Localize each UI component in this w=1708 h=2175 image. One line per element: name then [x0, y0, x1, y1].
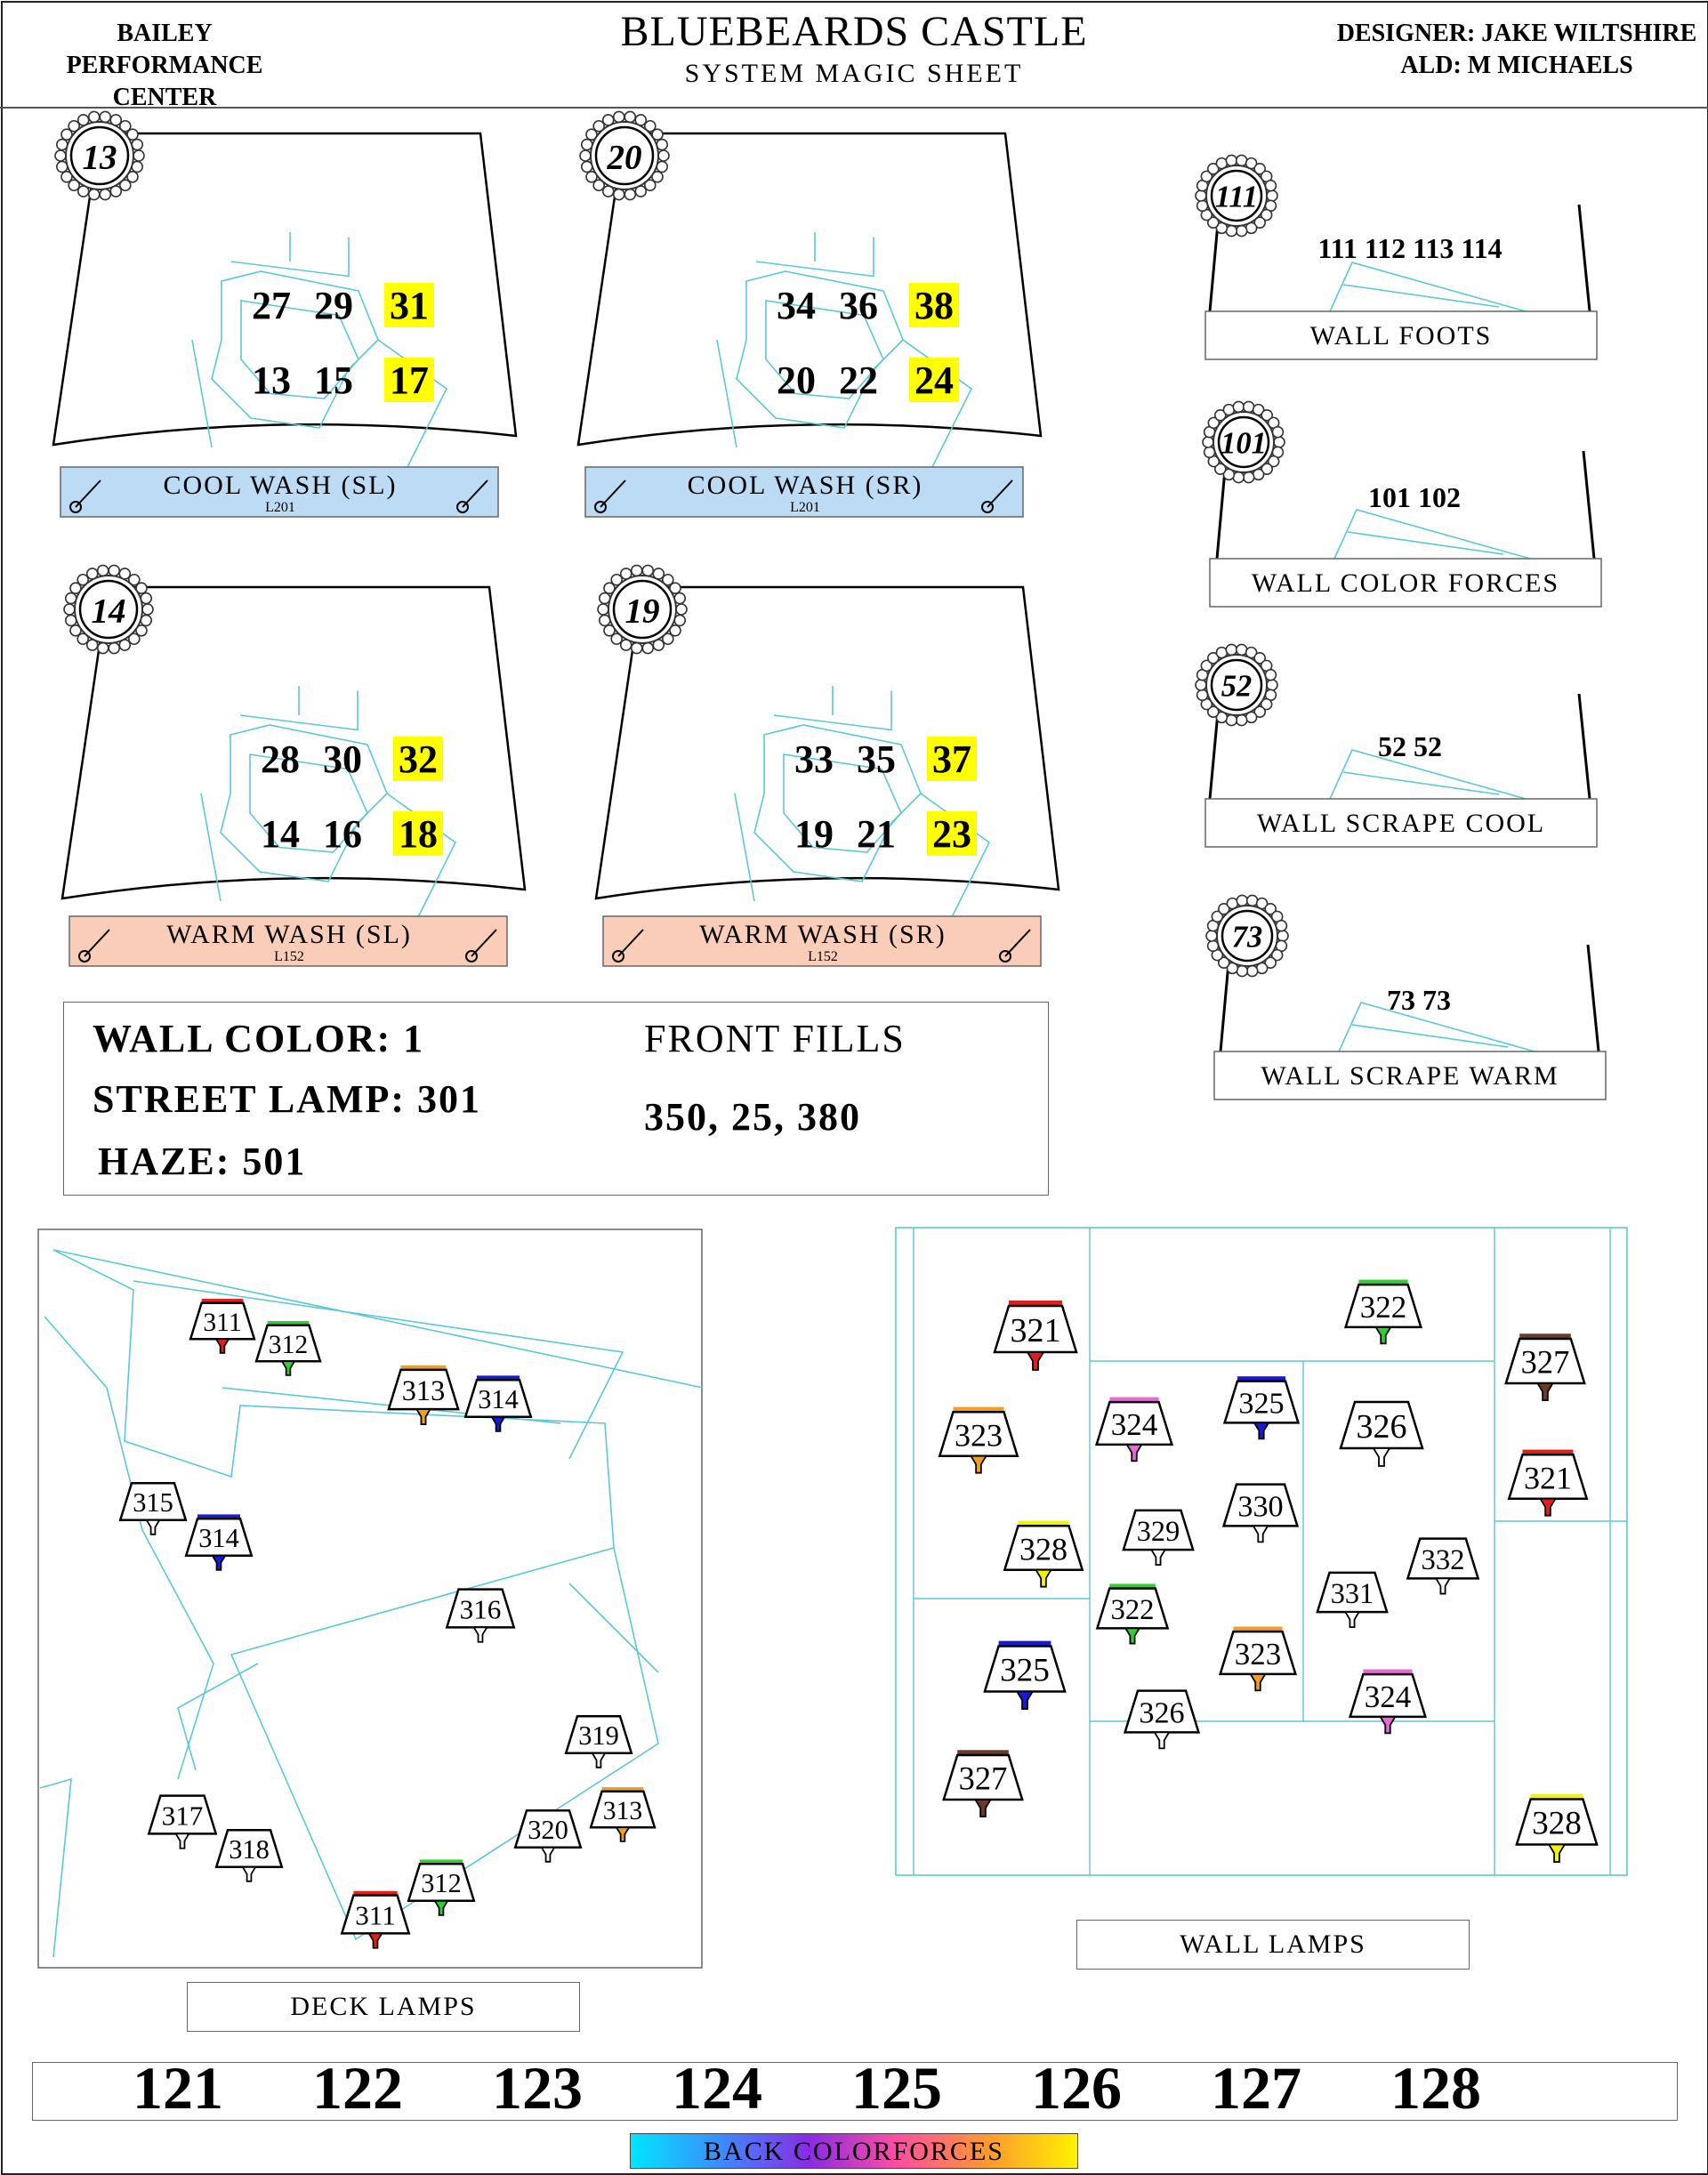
lamp-314	[465, 1375, 531, 1430]
channel-number: 35	[857, 737, 896, 781]
sheet-subtitle: SYSTEM MAGIC SHEET	[684, 59, 1024, 88]
channel-number: 32	[399, 737, 438, 781]
channel-number: 37	[932, 737, 971, 781]
wall-groundplan	[1330, 262, 1526, 311]
wall-outline-right	[1579, 205, 1590, 311]
deck-lamps-label: DECK LAMPS	[187, 1982, 580, 2032]
lamp-base	[147, 1520, 159, 1535]
lamp-base	[176, 1833, 189, 1848]
lamp-number: 318	[229, 1834, 270, 1865]
badge-scallop	[624, 189, 635, 200]
lamp-328	[1517, 1794, 1597, 1862]
lamp-number: 322	[1359, 1289, 1407, 1325]
channel-number: 30	[323, 737, 362, 781]
lamp-325	[1225, 1376, 1299, 1438]
badge-scallop	[100, 111, 110, 122]
lamp-326	[1125, 1691, 1199, 1749]
badge-scallop	[1277, 930, 1288, 941]
channel-number: 19	[794, 812, 834, 856]
channel-number: 18	[399, 812, 438, 856]
wall-groundplan	[1334, 510, 1530, 559]
wall-system-73	[1206, 895, 1606, 1100]
lamp-number: 312	[421, 1868, 462, 1899]
lamp-319	[566, 1716, 632, 1768]
lamp-base	[1381, 1717, 1396, 1733]
lamp-number: 329	[1136, 1514, 1180, 1547]
badge-number: 111	[1215, 180, 1258, 214]
badge-number: 14	[91, 592, 126, 631]
lamp-base	[1537, 1383, 1552, 1400]
wall-channels: 111 112 113 114	[1317, 232, 1503, 264]
badge-scallop	[89, 189, 100, 200]
channel-number: 14	[261, 812, 300, 856]
wall-label: WALL SCRAPE COOL	[1256, 809, 1546, 838]
badge-scallop	[1247, 966, 1258, 977]
colorforce-channel: 128	[1390, 2054, 1481, 2122]
channel-number: 22	[839, 358, 878, 402]
channel-badge	[1206, 895, 1288, 976]
gel-color: L201	[265, 500, 295, 515]
lamp-320	[515, 1810, 581, 1862]
badge-scallop	[55, 150, 66, 161]
channel-number: 23	[932, 812, 971, 856]
lamp-318	[216, 1830, 282, 1881]
lamp-327	[1506, 1333, 1584, 1400]
lamp-number: 326	[1139, 1696, 1185, 1730]
lamp-323	[1221, 1627, 1296, 1691]
lamp-base	[1035, 1570, 1051, 1587]
wall-system-101	[1203, 401, 1601, 607]
lamp-base	[474, 1627, 487, 1641]
lamp-number: 313	[401, 1373, 446, 1406]
lamp-number: 320	[528, 1815, 568, 1846]
badge-scallop	[632, 565, 642, 576]
lamp-323	[939, 1407, 1017, 1473]
badge-scallop	[614, 111, 624, 122]
lamp-number: 332	[1421, 1544, 1465, 1577]
lamp-base	[1436, 1578, 1449, 1593]
channel-number: 13	[252, 358, 291, 402]
wash-label: COOL WASH (SL)	[163, 471, 398, 500]
lamp-base	[1549, 1844, 1565, 1862]
colorforce-channel: 123	[492, 2054, 583, 2122]
lamp-number: 317	[161, 1800, 204, 1832]
channel-number: 17	[390, 358, 429, 402]
lamp-327	[944, 1750, 1022, 1817]
wall-system-111	[1196, 155, 1597, 359]
lamp-311	[342, 1891, 408, 1948]
lamp-311	[190, 1299, 254, 1353]
channel-number: 38	[914, 284, 954, 327]
lamp-number: 328	[1532, 1805, 1582, 1842]
channel-number: 16	[323, 812, 362, 856]
channel-badge	[1196, 155, 1277, 236]
lamp-322	[1346, 1280, 1422, 1344]
badge-scallop	[1267, 190, 1277, 201]
lamp-328	[1004, 1521, 1082, 1587]
ald-credit: ALD: M MICHAELS	[1400, 52, 1633, 79]
lamp-base	[1254, 1422, 1269, 1438]
badge-scallop	[1226, 644, 1237, 655]
channel-number: 33	[794, 737, 834, 781]
wall-channels: 73 73	[1387, 984, 1451, 1016]
lamp-base	[1027, 1352, 1043, 1370]
lamp-number: 326	[1356, 1408, 1407, 1446]
lamp-317	[149, 1796, 215, 1849]
badge-scallop	[614, 189, 624, 200]
lamp-base	[1017, 1691, 1033, 1709]
channel-badge	[580, 111, 669, 199]
gel-color: L152	[274, 949, 304, 964]
channel-badge	[1203, 401, 1285, 482]
badge-scallop	[598, 604, 608, 615]
channel-number: 20	[777, 358, 816, 402]
badge-scallop	[100, 189, 110, 200]
groundplan-sketch	[735, 686, 989, 921]
badge-number: 52	[1221, 669, 1253, 704]
wash-label: COOL WASH (SR)	[687, 471, 923, 500]
wash-label: WARM WASH (SL)	[166, 920, 412, 949]
gel-color: L201	[790, 500, 820, 515]
lamp-312	[256, 1321, 320, 1375]
badge-scallop	[133, 150, 144, 161]
channel-number: 36	[839, 284, 878, 327]
channel-number: 21	[857, 812, 896, 856]
badge-scallop	[642, 643, 653, 654]
lamp-base	[971, 1456, 986, 1473]
badge-scallop	[632, 643, 642, 654]
badge-number: 20	[607, 138, 642, 177]
channel-number: 27	[252, 284, 291, 327]
wall-label: WALL FOOTS	[1309, 321, 1493, 350]
lamp-331	[1317, 1573, 1387, 1627]
lamp-314	[186, 1514, 252, 1569]
wash-label: WARM WASH (SR)	[699, 920, 947, 949]
deck-lamps-panel	[38, 1229, 703, 1968]
venue-line-1: BAILEY PERFORMANCE	[66, 20, 263, 79]
wall-label: WALL COLOR FORCES	[1251, 568, 1560, 598]
lamp-324	[1350, 1670, 1426, 1734]
badge-scallop	[142, 604, 153, 615]
lamp-base	[616, 1827, 629, 1841]
lamp-base	[1253, 1526, 1268, 1542]
front-fills-title: FRONT FILLS	[644, 1017, 906, 1060]
lamp-base	[492, 1417, 504, 1431]
lamp-313	[591, 1787, 655, 1841]
designer-credit: DESIGNER: JAKE WILTSHIRE	[1336, 20, 1697, 47]
badge-scallop	[658, 150, 669, 161]
channel-number: 15	[314, 358, 353, 402]
channel-number: 24	[914, 358, 954, 402]
groundplan-detail	[735, 686, 989, 921]
channel-number: 31	[390, 284, 429, 327]
lamp-number: 327	[958, 1760, 1008, 1797]
haze-channel: HAZE: 501	[98, 1140, 307, 1183]
lamp-312	[408, 1859, 474, 1914]
badge-scallop	[109, 565, 119, 576]
lamp-base	[416, 1409, 430, 1424]
badge-scallop	[642, 565, 653, 576]
badge-scallop	[89, 111, 100, 122]
badge-number: 13	[82, 138, 117, 177]
badge-scallop	[64, 604, 75, 615]
lamp-base	[1151, 1550, 1164, 1565]
deck-frame	[38, 1229, 702, 1968]
lamp-number: 319	[578, 1720, 619, 1752]
wall-system-52	[1196, 644, 1597, 847]
lamp-number: 321	[1523, 1460, 1573, 1496]
colorforce-channel: 126	[1031, 2054, 1122, 2122]
badge-scallop	[1196, 190, 1206, 201]
lamp-number: 325	[1000, 1652, 1050, 1689]
channel-number: 34	[777, 284, 816, 327]
badge-scallop	[109, 643, 119, 654]
lamp-base	[1127, 1445, 1142, 1461]
lamp-number: 331	[1330, 1576, 1374, 1609]
lamp-number: 311	[203, 1308, 242, 1337]
colorforce-channel: 125	[851, 2054, 942, 2122]
lamp-329	[1124, 1510, 1193, 1565]
lamp-base	[1376, 1327, 1391, 1343]
badge-number: 73	[1231, 920, 1263, 955]
badge-scallop	[98, 565, 109, 576]
lamp-base	[1125, 1628, 1139, 1643]
lamp-325	[985, 1641, 1065, 1709]
street-lamp-channel: STREET LAMP: 301	[93, 1077, 482, 1121]
badge-scallop	[1274, 437, 1285, 447]
lamp-base	[1345, 1612, 1358, 1627]
lamp-number: 324	[1364, 1679, 1412, 1714]
badge-scallop	[1206, 930, 1217, 941]
lamp-base	[216, 1339, 229, 1353]
groundplan-sketch	[192, 232, 447, 467]
lamp-base	[592, 1753, 605, 1768]
channel-badge	[55, 111, 144, 199]
lamp-number: 323	[1234, 1636, 1282, 1672]
venue-line-2: CENTER	[112, 84, 217, 111]
colorforce-channel: 127	[1211, 2054, 1301, 2122]
colorforce-channel: 124	[672, 2054, 762, 2122]
lamp-321	[995, 1301, 1076, 1370]
lamp-base	[1155, 1732, 1169, 1748]
lamp-324	[1097, 1398, 1172, 1462]
lamp-base	[1374, 1448, 1390, 1466]
wall-outline-right	[1583, 451, 1594, 559]
wall-outline-right	[1588, 945, 1599, 1051]
badge-number: 101	[1221, 426, 1267, 461]
groundplan-detail	[717, 232, 971, 467]
badge-scallop	[1267, 680, 1277, 690]
channel-number: 29	[314, 284, 353, 327]
lamp-number: 330	[1237, 1490, 1284, 1524]
lamp-number: 312	[268, 1330, 309, 1359]
wash-system-19	[596, 565, 1059, 966]
lamp-322	[1097, 1583, 1167, 1643]
badge-scallop	[1196, 680, 1206, 690]
lamp-321	[1509, 1450, 1586, 1516]
lamp-number: 328	[1019, 1531, 1068, 1567]
colorforce-channel: 122	[312, 2054, 403, 2122]
lamp-number: 324	[1110, 1406, 1158, 1442]
lamp-326	[1341, 1402, 1422, 1466]
front-fills-channels: 350, 25, 380	[644, 1095, 861, 1139]
lamp-base	[213, 1556, 225, 1570]
wall-color-channel: WALL COLOR: 1	[93, 1017, 425, 1060]
deck-groundplan	[40, 1250, 703, 1957]
wall-label: WALL SCRAPE WARM	[1261, 1061, 1559, 1091]
lamp-base	[1251, 1674, 1266, 1690]
badge-scallop	[1237, 895, 1247, 906]
colorforce-channel: 121	[133, 2054, 223, 2122]
lamp-330	[1224, 1485, 1298, 1543]
show-title: BLUEBEARDS CASTLE	[620, 8, 1088, 55]
wash-system-20	[578, 111, 1041, 517]
badge-scallop	[1203, 437, 1213, 447]
lamp-332	[1407, 1539, 1478, 1594]
badge-scallop	[1237, 226, 1247, 237]
channel-badge	[64, 565, 153, 653]
groundplan-sketch	[717, 232, 971, 467]
badge-scallop	[676, 604, 687, 615]
lamp-316	[447, 1590, 513, 1642]
badge-scallop	[98, 643, 109, 654]
badge-scallop	[624, 111, 635, 122]
lamp-base	[243, 1867, 255, 1881]
lamp-number: 314	[198, 1523, 239, 1554]
wall-outline-right	[1579, 694, 1590, 799]
lamp-number: 311	[355, 1899, 396, 1931]
groundplan-detail	[201, 686, 455, 921]
wall-channels: 52 52	[1378, 730, 1442, 762]
lamp-number: 323	[954, 1417, 1003, 1454]
lamp-number: 325	[1238, 1387, 1285, 1421]
lamp-number: 321	[1010, 1312, 1061, 1349]
wash-system-14	[62, 565, 525, 966]
lamp-number: 313	[602, 1796, 643, 1825]
lamp-number: 314	[478, 1384, 519, 1415]
channel-number: 28	[261, 737, 300, 781]
wash-system-13	[53, 111, 516, 517]
badge-number: 19	[624, 592, 660, 631]
lamp-base	[975, 1800, 990, 1817]
lamp-base	[369, 1933, 383, 1947]
badge-scallop	[580, 150, 591, 161]
lamp-base	[542, 1848, 554, 1862]
lamp-base	[1540, 1499, 1555, 1516]
lamp-number: 322	[1110, 1594, 1155, 1627]
badge-scallop	[1244, 472, 1254, 483]
wall-channels: 101 102	[1368, 481, 1461, 513]
lamp-number: 327	[1520, 1343, 1570, 1381]
channel-badge	[1196, 644, 1277, 725]
back-colorforces-label: BACK COLORFORCES	[630, 2133, 1078, 2169]
lamp-315	[120, 1483, 186, 1535]
gel-color: L152	[808, 949, 838, 964]
wall-lamps-label: WALL LAMPS	[1076, 1920, 1470, 1970]
lamp-number: 315	[133, 1487, 173, 1518]
lamp-number: 316	[459, 1593, 502, 1625]
badge-scallop	[1233, 401, 1244, 412]
channel-badge	[598, 565, 687, 653]
wall-lamps-panel	[896, 1228, 1627, 1875]
groundplan-detail	[192, 232, 447, 467]
groundplan-sketch	[201, 686, 455, 921]
lamp-base	[435, 1901, 447, 1915]
lamp-base	[282, 1361, 294, 1375]
badge-scallop	[1226, 155, 1237, 165]
badge-scallop	[1237, 715, 1247, 726]
